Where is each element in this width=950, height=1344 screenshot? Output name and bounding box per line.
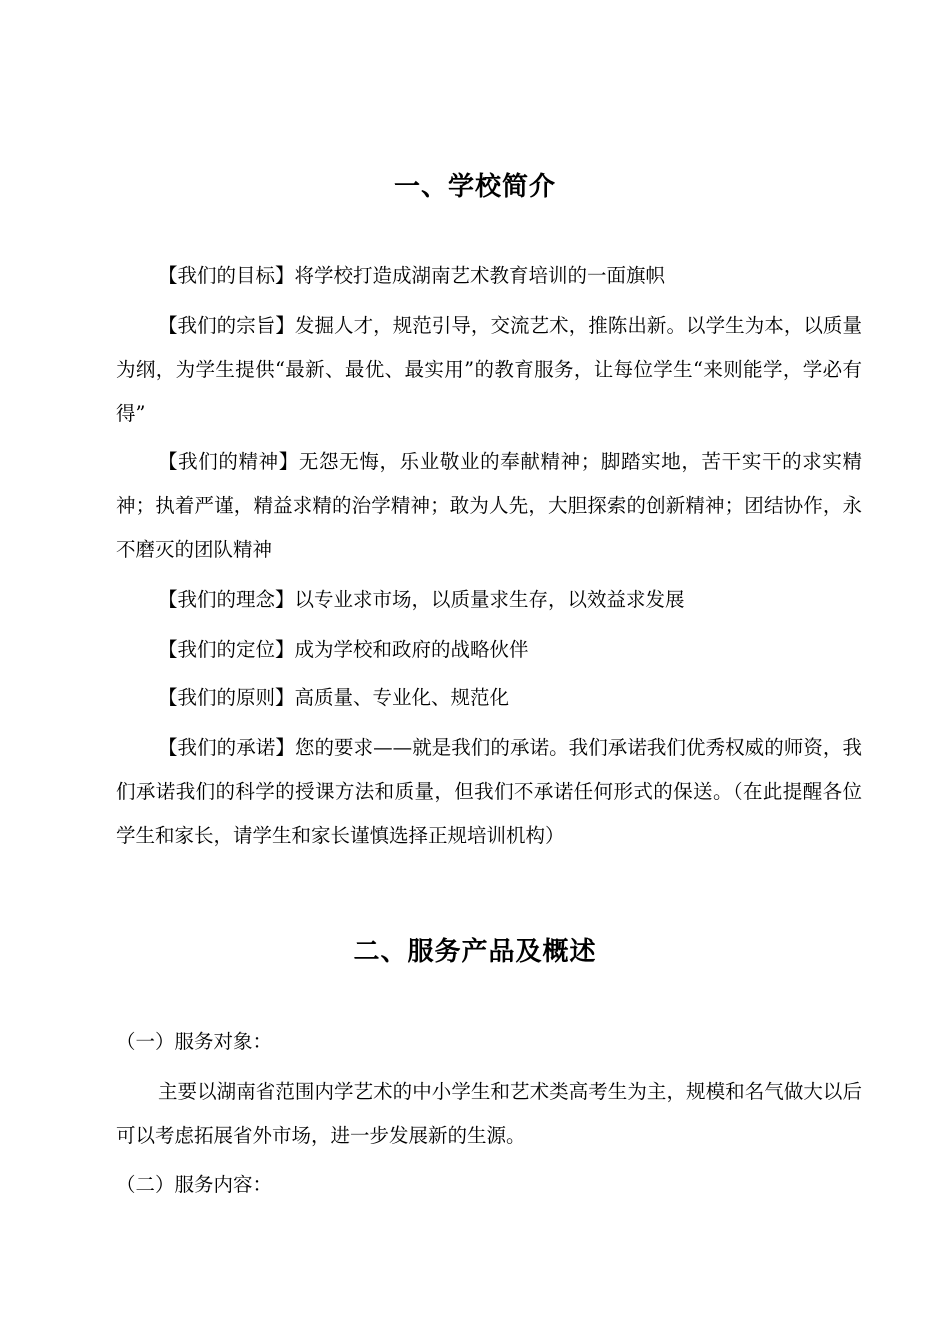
paragraph-positioning xyxy=(116,628,862,672)
paragraph-philosophy xyxy=(116,578,862,622)
paragraph-text: 将学校打造成湖南艺术教育培训的一面旗帜 xyxy=(294,264,666,287)
paragraph-label: 【我们的目标】 xyxy=(158,264,295,287)
paragraph-text: 无怨无悔，乐业敬业的奉献精神；脚踏实地，苦干实干的求实精神；执着严谨，精益求精的治学精神；敢为人先，大胆探索的创新精神；团结协作，永不磨灭的团队精神 xyxy=(116,450,862,561)
section-title-school-intro: 一、学校简介 xyxy=(393,172,556,202)
paragraph-label: 【我们的理念】 xyxy=(158,588,295,611)
paragraph-label: 【我们的承诺】 xyxy=(158,736,295,759)
paragraph-goal xyxy=(116,254,862,298)
paragraph-promise xyxy=(116,726,862,858)
subheading-service-target: （一）服务对象： xyxy=(116,1030,273,1053)
section-title-services: 二、服务产品及概述 xyxy=(353,937,597,967)
paragraph-text: 您的要求——就是我们的承诺。我们承诺我们优秀权威的师资，我们承诺我们的科学的授课方法和质量，但我们不承诺任何形式的保送。（在此提醒各位学生和家长，请学生和家长谨慎选择正规培训机构） xyxy=(116,736,862,847)
paragraph-label: 【我们的精神】 xyxy=(158,450,299,473)
paragraph-label: 【我们的原则】 xyxy=(158,686,295,709)
paragraph-purpose xyxy=(116,304,862,436)
paragraph-service-target: 主要以湖南省范围内学艺术的中小学生和艺术类高考生为主，规模和名气做大以后可以考虑拓展省外市场，进一步发展新的生源。 xyxy=(116,1080,862,1147)
paragraph-text: 高质量、专业化、规范化 xyxy=(294,686,510,709)
paragraph-label: 【我们的宗旨】 xyxy=(158,314,295,337)
paragraph-text: 发掘人才，规范引导，交流艺术，推陈出新。以学生为本，以质量为纲，为学生提供“最新、最优、最实用”的教育服务，让每位学生“来则能学，学必有得” xyxy=(116,314,862,425)
subheading-service-content: （二）服务内容： xyxy=(116,1173,273,1196)
paragraph-text: 成为学校和政府的战略伙伴 xyxy=(294,638,529,661)
paragraph-spirit xyxy=(116,440,862,572)
paragraph-text: 以专业求市场，以质量求生存，以效益求发展 xyxy=(294,588,685,611)
paragraph-label: 【我们的定位】 xyxy=(158,638,295,661)
paragraph-principle xyxy=(116,676,862,720)
